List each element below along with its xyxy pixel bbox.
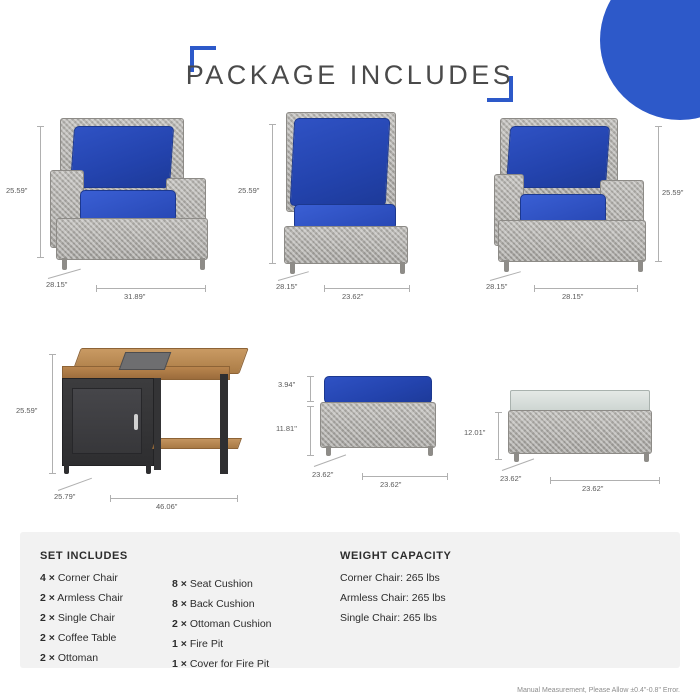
chair-leg: [400, 262, 405, 274]
product-ottoman: [276, 356, 460, 496]
table-cabinet-door: [72, 388, 142, 454]
width-dim-label: 46.06": [156, 502, 178, 511]
table-body: [508, 410, 652, 454]
list-item: [172, 618, 272, 630]
height-dim-line: [310, 406, 311, 456]
list-item-qty: 2 ×: [40, 612, 55, 624]
width-dim-label: 23.62": [582, 484, 604, 493]
ottoman-leg: [326, 446, 331, 456]
ottoman-leg: [428, 446, 433, 456]
depth-dim-label: 28.15": [46, 280, 68, 289]
set-includes-title: SET INCLUDES: [40, 550, 128, 562]
glass-table-top: [510, 390, 650, 412]
page-title: PACKAGE INCLUDES: [185, 60, 515, 90]
list-item-qty: 1 ×: [172, 638, 187, 650]
width-dim-label: 28.15": [562, 292, 584, 301]
chair-base: [284, 226, 408, 264]
depth-dim-label: 25.79": [54, 492, 76, 501]
list-item: [172, 658, 272, 670]
product-gallery: [0, 108, 700, 511]
height-dim-line: [498, 412, 499, 460]
list-item-label: Coffee Table: [57, 632, 117, 644]
product-armless-chair: [238, 108, 450, 308]
height-dim-line: [658, 126, 659, 262]
list-item: [40, 632, 128, 644]
cushion-dim-label: 3.94": [278, 380, 296, 389]
ottoman-cushion: [324, 376, 432, 404]
back-cushion: [290, 118, 391, 206]
table-leg: [146, 464, 151, 474]
chair-leg: [504, 260, 509, 272]
table-shelf: [152, 438, 242, 449]
chair-leg: [62, 258, 67, 270]
list-item: [40, 652, 128, 664]
list-item-qty: 4 ×: [40, 572, 55, 584]
table-leg: [64, 464, 69, 474]
height-dim-label: 25.59": [662, 188, 684, 197]
product-single-chair: [468, 108, 683, 308]
width-dim-label: 23.62": [380, 480, 402, 489]
width-dim-line: [362, 476, 448, 477]
width-dim-line: [534, 288, 638, 289]
width-dim-line: [324, 288, 410, 289]
height-dim-label: 25.59": [6, 186, 28, 195]
list-item-qty: 2 ×: [40, 632, 55, 644]
ottoman-body: [320, 402, 436, 448]
list-item-label: Corner Chair: [57, 572, 118, 584]
depth-dim-line: [48, 269, 81, 279]
depth-dim-line: [58, 478, 92, 491]
depth-dim-label: 28.15": [276, 282, 298, 291]
product-coffee-table: [464, 370, 678, 500]
list-item-label: Back Cushion: [189, 598, 255, 610]
weight-capacity-row: Corner Chair: 265 lbs: [340, 572, 440, 584]
set-includes-column-two: [172, 578, 272, 678]
height-dim-label: 12.01": [464, 428, 486, 437]
list-item-label: Seat Cushion: [189, 578, 253, 590]
list-item-qty: 1 ×: [172, 658, 187, 670]
set-includes-column-one: [40, 550, 128, 672]
height-dim-label: 25.59": [16, 406, 38, 415]
width-dim-label: 23.62": [342, 292, 364, 301]
depth-dim-label: 23.62": [312, 470, 334, 479]
height-dim-line: [272, 124, 273, 264]
table-leg: [514, 452, 519, 462]
table-mid-post: [154, 378, 161, 470]
width-dim-line: [550, 480, 660, 481]
list-item-label: Ottoman Cushion: [189, 618, 272, 630]
list-item-label: Ottoman: [57, 652, 99, 664]
weight-capacity-title: WEIGHT CAPACITY: [340, 550, 452, 562]
width-dim-label: 31.89": [124, 292, 146, 301]
list-item-label: Armless Chair: [57, 592, 124, 604]
header: [0, 22, 700, 102]
list-item: [40, 572, 128, 584]
list-item-label: Single Chair: [57, 612, 116, 624]
list-item-qty: 8 ×: [172, 598, 187, 610]
cushion-dim-line: [310, 376, 311, 402]
chair-leg: [638, 260, 643, 272]
weight-capacity-row: Single Chair: 265 lbs: [340, 612, 437, 624]
height-dim-line: [52, 354, 53, 474]
list-item-label: Fire Pit: [189, 638, 224, 650]
back-cushion: [70, 126, 174, 188]
table-leg: [644, 452, 649, 462]
depth-dim-label: 28.15": [486, 282, 508, 291]
cabinet-handle-icon: [134, 414, 138, 430]
depth-dim-label: 23.62": [500, 474, 522, 483]
height-dim-label: 25.59": [238, 186, 260, 195]
info-panel: [20, 532, 680, 668]
list-item-label: Cover for Fire Pit: [189, 658, 270, 670]
chair-leg: [200, 258, 205, 270]
list-item-qty: 2 ×: [40, 592, 55, 604]
list-item: [172, 598, 272, 610]
width-dim-line: [110, 498, 238, 499]
product-corner-chair: [6, 108, 224, 308]
chair-base: [56, 218, 208, 260]
table-right-post: [220, 374, 228, 474]
list-item-qty: 8 ×: [172, 578, 187, 590]
height-dim-label: 11.81": [276, 424, 297, 433]
list-item: [40, 612, 128, 624]
weight-capacity-row: Armless Chair: 265 lbs: [340, 592, 446, 604]
chair-base: [498, 220, 646, 262]
list-item: [172, 578, 272, 590]
fire-pit-burner: [119, 352, 172, 370]
list-item-qty: 2 ×: [40, 652, 55, 664]
list-item-qty: 2 ×: [172, 618, 187, 630]
weight-capacity-column: [340, 550, 451, 632]
list-item: [172, 638, 272, 650]
depth-dim-line: [490, 271, 521, 281]
depth-dim-line: [314, 454, 346, 467]
chair-leg: [290, 262, 295, 274]
height-dim-line: [40, 126, 41, 258]
list-item: [40, 592, 128, 604]
measurement-footnote: Manual Measurement, Please Allow ±0.4"-0.8" Error.: [517, 687, 680, 694]
product-fire-pit-table: [14, 330, 274, 511]
width-dim-line: [96, 288, 206, 289]
